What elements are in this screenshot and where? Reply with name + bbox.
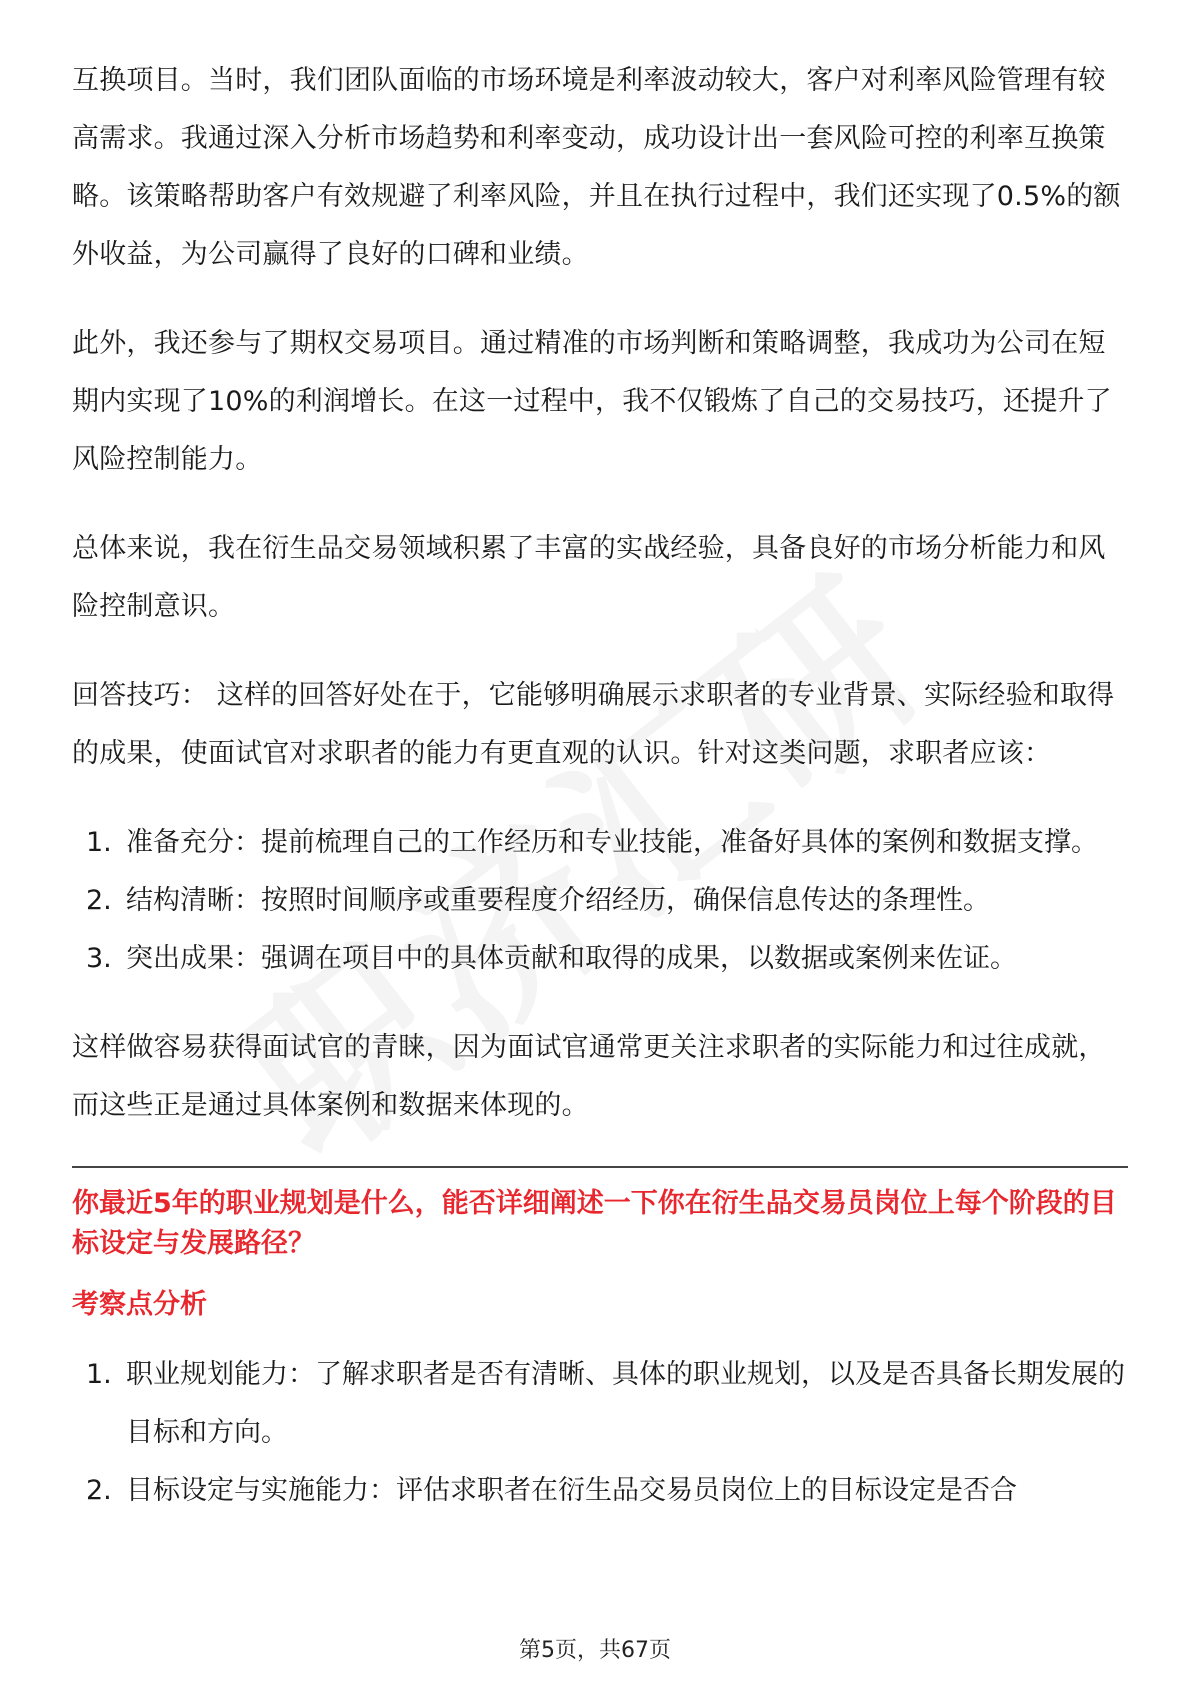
paragraph-interest-rate-swap: 互换项目。当时，我们团队面临的市场环境是利率波动较大，客户对利率风险管理有较高需求。我通过深入分析市场趋势和利率变动，成功设计出一套风险可控的利率互换策略。该策略帮助客户有效规避了利率风险，并且在执行过程中，我们还实现了0.5%的额外收益，为公司赢得了良好的口碑和业绩。 (72, 65, 1121, 270)
list-item-text: 准备充分：提前梳理自己的工作经历和专业技能，准备好具体的案例和数据支撑。 (126, 827, 1098, 858)
list-item (72, 930, 1128, 988)
list-item (72, 1346, 1128, 1462)
analysis-list (72, 1346, 1128, 1520)
section-divider (72, 1166, 1128, 1168)
list-number: 1. (86, 827, 112, 858)
list-item (72, 1462, 1128, 1520)
list-item-text: 目标设定与实施能力：评估求职者在衍生品交易员岗位上的目标设定是否合 (126, 1475, 1017, 1506)
paragraph-answer-tips: 回答技巧： 这样的回答好处在于，它能够明确展示求职者的专业背景、实际经验和取得的成果，使面试官对求职者的能力有更直观的认识。针对这类问题，求职者应该： (72, 680, 1115, 769)
section-title: 考察点分析 (72, 1289, 207, 1320)
paragraph-closing: 这样做容易获得面试官的青睐，因为面试官通常更关注求职者的实际能力和过往成就，而这些正是通过具体案例和数据来体现的。 (72, 1032, 1106, 1121)
list-number: 3. (86, 943, 112, 974)
paragraph-summary: 总体来说，我在衍生品交易领域积累了丰富的实战经验，具备良好的市场分析能力和风险控制意识。 (72, 533, 1106, 622)
list-number: 2. (86, 1475, 112, 1506)
list-item (72, 872, 1128, 930)
list-item-text: 职业规划能力：了解求职者是否有清晰、具体的职业规划，以及是否具备长期发展的目标和方向。 (126, 1359, 1125, 1448)
document-body (72, 52, 1128, 1551)
tips-list (72, 814, 1128, 988)
list-item (72, 814, 1128, 872)
paragraph-options-trading: 此外，我还参与了期权交易项目。通过精准的市场判断和策略调整，我成功为公司在短期内实现了10%的利润增长。在这一过程中，我不仅锻炼了自己的交易技巧，还提升了风险控制能力。 (72, 328, 1112, 475)
question-heading: 你最近5年的职业规划是什么，能否详细阐述一下你在衍生品交易员岗位上每个阶段的目标设定与发展路径？ (72, 1188, 1117, 1259)
list-item-text: 结构清晰：按照时间顺序或重要程度介绍经历，确保信息传达的条理性。 (126, 885, 990, 916)
page-footer: 第5页，共67页 (519, 1638, 671, 1663)
list-item-text: 突出成果：强调在项目中的具体贡献和取得的成果，以数据或案例来佐证。 (126, 943, 1017, 974)
list-number: 2. (86, 885, 112, 916)
list-number: 1. (86, 1359, 112, 1390)
